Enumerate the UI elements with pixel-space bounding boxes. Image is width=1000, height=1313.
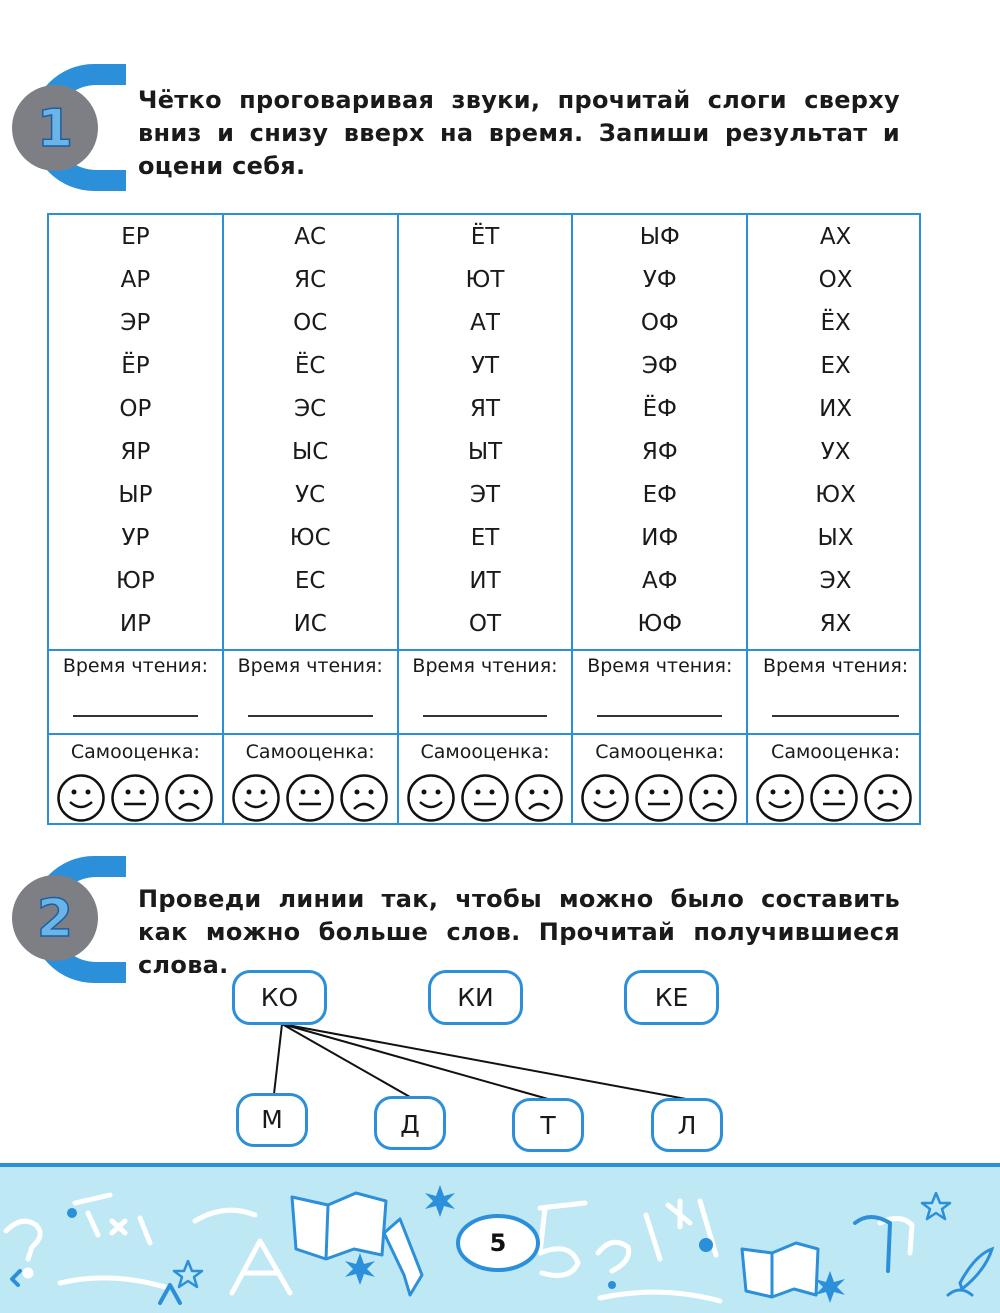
syllable: ЫТ [467,439,503,465]
syllable: ЫС [292,439,329,465]
self-assessment-label: Самооценка: [595,741,725,763]
task-2-number: 2 [36,889,74,949]
syllable: ОР [119,396,152,422]
syllable: ЭФ [641,353,678,379]
syllable: ЮТ [465,267,505,293]
syllable: АС [294,224,327,250]
syllable: УТ [470,353,500,379]
syllable: УР [121,525,150,551]
syllable: ЮХ [815,482,856,508]
syllable: ИТ [469,568,501,594]
task-1-number: 1 [36,99,74,159]
syllable: ЕС [294,568,326,594]
syllable: ЫХ [817,525,854,551]
page-number: 5 [489,1229,507,1257]
syllable: ЯС [294,267,327,293]
task-2-instruction: Проведи линии так, чтобы можно было составить как можно больше слов. Прочитай получившиеся слова. [138,885,900,979]
letter-box-m[interactable]: М [236,1093,308,1147]
syllable: ОС [293,310,328,336]
self-assessment-label: Самооценка: [420,741,550,763]
syllable: УХ [820,439,851,465]
syllable: ИФ [641,525,679,551]
syllable: ОХ [818,267,853,293]
syllable: ИР [119,611,151,637]
syllable: ЭС [294,396,327,422]
syllable: ЮР [116,568,155,594]
reading-time-label: Время чтения: [412,655,558,677]
syllable: ЯХ [819,611,852,637]
syllable-box-ki[interactable]: КИ [428,970,523,1025]
syllable: ИС [293,611,327,637]
syllable: АР [120,267,151,293]
syllable: ЁХ [820,310,851,336]
reading-time-label: Время чтения: [763,655,909,677]
syllable: ЯР [120,439,151,465]
syllable: ЁР [121,353,150,379]
syllable: ОФ [640,310,679,336]
syllable-box-ke[interactable]: КЕ [624,970,719,1025]
syllable: ЫР [118,482,153,508]
syllable: АФ [642,568,678,594]
reading-time-label: Время чтения: [237,655,383,677]
syllable: ЕХ [820,353,851,379]
syllable: ЁФ [642,396,677,422]
letter-box-d[interactable]: Д [374,1096,446,1150]
syllable: ЕТ [470,525,500,551]
task-1-instruction: Чётко проговаривая звуки, прочитай слоги сверху вниз и снизу вверх на время. Запиши результат и оцени себя. [138,86,900,180]
self-assessment-label: Самооценка: [70,741,200,763]
syllable: АТ [470,310,500,336]
letter-box-t[interactable]: Т [512,1098,584,1152]
syllable: ЯТ [469,396,500,422]
self-assessment-label: Самооценка: [245,741,375,763]
reading-time-label: Время чтения: [62,655,208,677]
self-assessment-label: Самооценка: [771,741,901,763]
syllable: ЁС [294,353,326,379]
syllable: ЮФ [637,611,683,637]
letter-box-l[interactable]: Л [651,1098,723,1152]
syllable: ЭР [120,310,151,336]
syllable: ЭХ [819,568,852,594]
syllable: ИХ [819,396,853,422]
syllable: ОТ [468,611,502,637]
syllable: УС [295,482,326,508]
reading-time-label: Время чтения: [587,655,733,677]
syllable: ЁТ [470,224,500,250]
syllable: ЭТ [469,482,501,508]
syllable-box-ko[interactable]: КО [232,970,327,1025]
syllable: ЯФ [641,439,678,465]
syllable: ЮС [289,525,331,551]
syllable: ЕФ [642,482,677,508]
syllable: АХ [819,224,852,250]
syllable: ЕР [121,224,150,250]
syllable: ЫФ [639,224,680,250]
syllable: УФ [642,267,677,293]
